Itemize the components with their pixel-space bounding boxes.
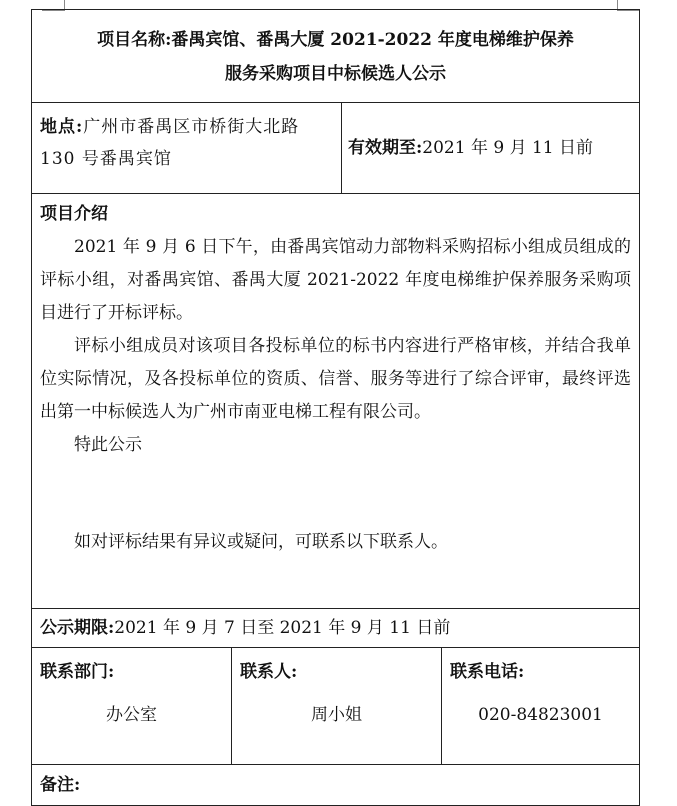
project-title-label: 项目名称 xyxy=(97,30,166,50)
intro-spacer xyxy=(40,462,631,526)
intro-paragraph-1: 2021 年 9 月 6 日下午，由番禺宾馆动力部物料采购招标小组成员组成的评标小组，对番禺宾馆、番禺大厦 2021-2022 年度电梯维护保养服务采购项目进行了开标评标。 xyxy=(40,237,631,323)
project-title-line1: 番禺宾馆、番禺大厦 2021-2022 年度电梯维护保养 xyxy=(171,30,574,50)
contact-row xyxy=(32,648,640,765)
contact-dept-value: 办公室 xyxy=(106,705,157,725)
project-title-line2: 服务采购项目中标候选人公示 xyxy=(225,64,446,84)
intro-paragraph-2: 评标小组成员对该项目各投标单位的标书内容进行严格审核，并结合我单位实际情况，及各投标单位的资质、信誉、服务等进行了综合评审，最终评选出第一中标候选人为广州市南亚电梯工程有限公司。 xyxy=(40,336,631,422)
period-value: 2021 年 9 月 7 日至 2021 年 9 月 11 日前 xyxy=(114,617,451,638)
period-row xyxy=(32,609,640,648)
contact-phone-label: 联系电话: xyxy=(450,662,525,682)
validity-cell xyxy=(342,103,640,194)
validity-value: 2021 年 9 月 11 日前 xyxy=(422,137,594,158)
intro-row xyxy=(32,194,640,609)
remark-row xyxy=(32,765,640,806)
remark-label: 备注: xyxy=(40,774,81,795)
contact-dept-cell xyxy=(32,648,232,765)
project-title xyxy=(32,10,640,103)
contact-dept-label: 联系部门: xyxy=(40,662,115,682)
validity-label: 有效期至: xyxy=(348,137,423,158)
title-row xyxy=(32,10,640,103)
contact-phone-value: 020-84823001 xyxy=(478,705,603,725)
location-cell xyxy=(32,103,342,194)
intro-paragraph-3: 特此公示 xyxy=(74,435,142,455)
contact-person-cell xyxy=(232,648,442,765)
intro-cell xyxy=(32,194,640,609)
intro-paragraph-4: 如对评标结果有异议或疑问，可联系以下联系人。 xyxy=(74,532,448,552)
period-label: 公示期限: xyxy=(40,617,115,638)
notice-table xyxy=(31,9,640,806)
project-title-separator: : xyxy=(165,30,172,50)
remark-cell xyxy=(32,765,640,806)
location-value: 广州市番禺区市桥街大北路 130 号番禺宾馆 xyxy=(40,117,300,169)
location-row xyxy=(32,103,640,194)
location-label: 地点: xyxy=(40,117,84,137)
period-cell xyxy=(32,609,640,648)
contact-phone-cell xyxy=(442,648,640,765)
intro-heading: 项目介绍 xyxy=(40,204,108,224)
contact-person-label: 联系人: xyxy=(240,662,298,682)
contact-person-value: 周小姐 xyxy=(311,705,362,725)
